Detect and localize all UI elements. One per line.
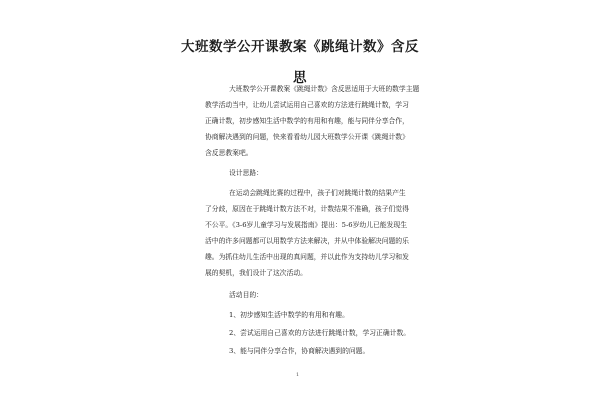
- design-line-1: 在运动会跳绳比赛的过程中，孩子们对跳绳计数的结果产生: [229, 189, 406, 197]
- design-line-4: 活中的许多问题都可以用数学方法来解决，并从中体验解决问题的乐: [205, 237, 409, 245]
- intro-line-4: 协商解决遇到的问题，快来看看幼儿园大班数学公开课《跳绳计数》: [205, 133, 409, 141]
- document-title-line-1: 大班数学公开课教案《跳绳计数》含反: [181, 39, 419, 55]
- intro-line-3: 正确计数，初步感知生活中数学的有用和有趣，能与同伴分享合作，: [205, 117, 409, 125]
- intro-line-5: 含反思教案吧。: [205, 149, 253, 157]
- design-heading: 设计思路：: [229, 169, 263, 177]
- document-title-line-2: 思: [293, 70, 307, 86]
- design-line-3: 不公平。《3-6岁儿童学习与发展指南》提出：5-6岁幼儿已能发现生: [205, 221, 408, 229]
- design-line-6: 展的契机，我们设计了这次活动。: [205, 269, 307, 277]
- intro-line-1: 大班数学公开课教案《跳绳计数》含反思适用于大班的数学主题: [229, 85, 420, 93]
- goal-item-3: 3、能与同伴分享合作，协商解决遇到的问题。: [229, 347, 370, 355]
- goals-heading: 活动目的：: [229, 291, 263, 299]
- design-line-5: 趣。为抓住幼儿生活中出现的真问题，并以此作为支持幼儿学习和发: [205, 253, 409, 261]
- goal-item-1: 1、初步感知生活中数学的有用和有趣。: [229, 311, 349, 319]
- page-number: 1: [296, 372, 300, 378]
- design-line-2: 了分歧，原因在于跳绳计数方法不对，计数结果不准确，孩子们觉得: [205, 205, 409, 213]
- intro-line-2: 教学活动当中，让幼儿尝试运用自己喜欢的方法进行跳绳计数，学习: [205, 101, 409, 109]
- goal-item-2: 2、尝试运用自己喜欢的方法进行跳绳计数，学习正确计数。: [229, 329, 411, 337]
